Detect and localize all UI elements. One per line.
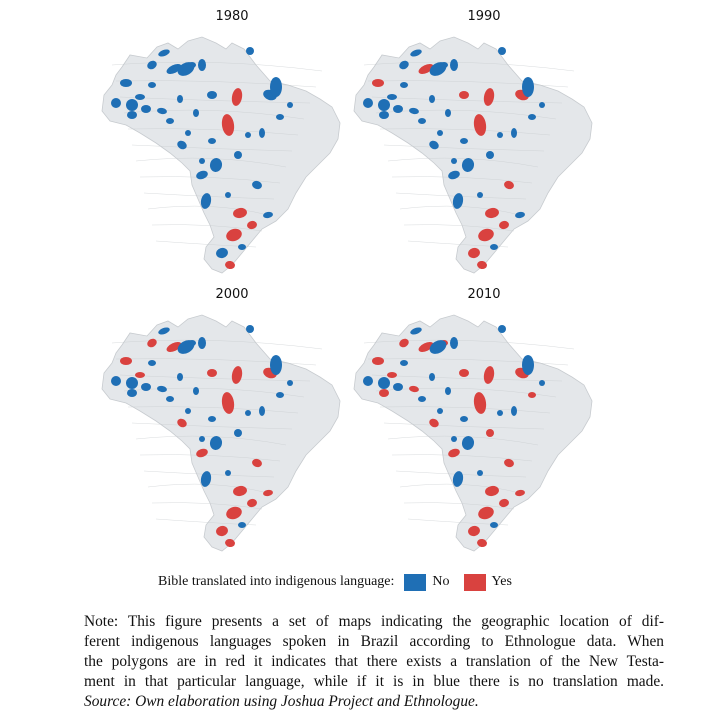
language-region <box>393 383 403 391</box>
language-region <box>497 132 503 138</box>
legend-swatch-yes <box>464 574 486 591</box>
language-region <box>451 158 457 164</box>
map-title: 2010 <box>467 287 501 302</box>
language-region <box>437 408 443 414</box>
language-region <box>259 406 265 416</box>
language-region <box>379 389 389 397</box>
map-panel-1990 <box>344 9 624 279</box>
note-source: Source: Own elaboration using Joshua Project and Ethnologue. <box>84 693 479 710</box>
language-region <box>511 406 517 416</box>
language-region <box>148 82 156 88</box>
language-region <box>225 470 231 476</box>
language-region <box>363 376 373 386</box>
brazil-map <box>92 303 372 555</box>
language-region <box>193 387 199 395</box>
map-panel-2010 <box>344 287 624 557</box>
language-region <box>126 377 138 389</box>
language-region <box>539 380 545 386</box>
brazil-map <box>344 25 624 277</box>
language-region <box>246 325 254 333</box>
language-region <box>460 416 468 422</box>
language-region <box>238 522 246 528</box>
legend <box>158 572 512 592</box>
language-region <box>135 372 145 378</box>
language-region <box>270 355 282 375</box>
language-region <box>445 387 451 395</box>
language-region <box>208 138 216 144</box>
language-region <box>166 396 174 402</box>
language-region <box>445 109 451 117</box>
note-line: Note: This figure presents a set of maps indicating the geographic location of dif- <box>84 613 664 630</box>
language-region <box>418 118 426 124</box>
language-region <box>378 99 390 111</box>
legend-label-yes: Yes <box>491 574 512 589</box>
language-region <box>372 79 384 87</box>
language-region <box>393 105 403 113</box>
language-region <box>539 102 545 108</box>
language-region <box>111 98 121 108</box>
language-region <box>378 377 390 389</box>
map-title: 1990 <box>467 9 501 24</box>
language-region <box>490 522 498 528</box>
language-region <box>429 373 435 381</box>
language-region <box>497 410 503 416</box>
language-region <box>177 95 183 103</box>
language-region <box>287 380 293 386</box>
language-region <box>498 47 506 55</box>
map-title: 2000 <box>215 287 249 302</box>
language-region <box>477 470 483 476</box>
brazil-outline <box>102 315 340 551</box>
note-line: ment in that particular language, while if it is in blue there is no translation made. <box>84 673 664 690</box>
language-region <box>276 114 284 120</box>
map-panel-2000 <box>92 287 372 557</box>
language-region <box>148 360 156 366</box>
language-region <box>207 91 217 99</box>
language-region <box>490 244 498 250</box>
language-region <box>177 373 183 381</box>
language-region <box>418 396 426 402</box>
language-region <box>135 94 145 100</box>
language-region <box>199 436 205 442</box>
language-region <box>198 59 206 71</box>
language-region <box>120 79 132 87</box>
brazil-map <box>344 303 624 555</box>
language-region <box>198 337 206 349</box>
language-region <box>245 132 251 138</box>
note-line: ferent indigenous languages spoken in Brazil according to Ethnologue data. When <box>84 633 664 650</box>
brazil-map <box>92 25 372 277</box>
language-region <box>511 128 517 138</box>
language-region <box>429 95 435 103</box>
language-region <box>127 389 137 397</box>
language-region <box>460 138 468 144</box>
note-line: the polygons are in red it indicates that there exists a translation of the New Testa- <box>84 653 664 670</box>
language-region <box>379 111 389 119</box>
language-region <box>459 91 469 99</box>
language-region <box>208 416 216 422</box>
language-region <box>126 99 138 111</box>
language-region <box>498 325 506 333</box>
language-region <box>400 82 408 88</box>
language-region <box>400 360 408 366</box>
language-region <box>437 130 443 136</box>
language-region <box>477 192 483 198</box>
language-region <box>234 429 242 437</box>
language-region <box>387 372 397 378</box>
language-region <box>199 158 205 164</box>
language-region <box>387 94 397 100</box>
language-region <box>245 410 251 416</box>
language-region <box>246 47 254 55</box>
language-region <box>451 436 457 442</box>
language-region <box>459 369 469 377</box>
language-region <box>287 102 293 108</box>
language-region <box>528 114 536 120</box>
brazil-outline <box>102 37 340 273</box>
language-region <box>141 383 151 391</box>
language-region <box>276 392 284 398</box>
language-region <box>207 369 217 377</box>
map-title: 1980 <box>215 9 249 24</box>
legend-title: Bible translated into indigenous language: <box>158 574 395 589</box>
language-region <box>127 111 137 119</box>
language-region <box>270 77 282 97</box>
language-region <box>528 392 536 398</box>
language-region <box>234 151 242 159</box>
legend-label-no: No <box>432 574 450 589</box>
legend-swatch-no <box>404 574 426 591</box>
language-region <box>450 337 458 349</box>
language-region <box>111 376 121 386</box>
language-region <box>185 408 191 414</box>
language-region <box>450 59 458 71</box>
language-region <box>141 105 151 113</box>
language-region <box>225 192 231 198</box>
language-region <box>259 128 265 138</box>
language-region <box>166 118 174 124</box>
language-region <box>486 429 494 437</box>
figure-note <box>84 612 664 712</box>
language-region <box>193 109 199 117</box>
language-region <box>238 244 246 250</box>
language-region <box>486 151 494 159</box>
language-region <box>522 355 534 375</box>
language-region <box>363 98 373 108</box>
language-region <box>522 77 534 97</box>
language-region <box>372 357 384 365</box>
language-region <box>185 130 191 136</box>
brazil-outline <box>354 315 592 551</box>
language-region <box>120 357 132 365</box>
brazil-outline <box>354 37 592 273</box>
map-panel-1980 <box>92 9 372 279</box>
